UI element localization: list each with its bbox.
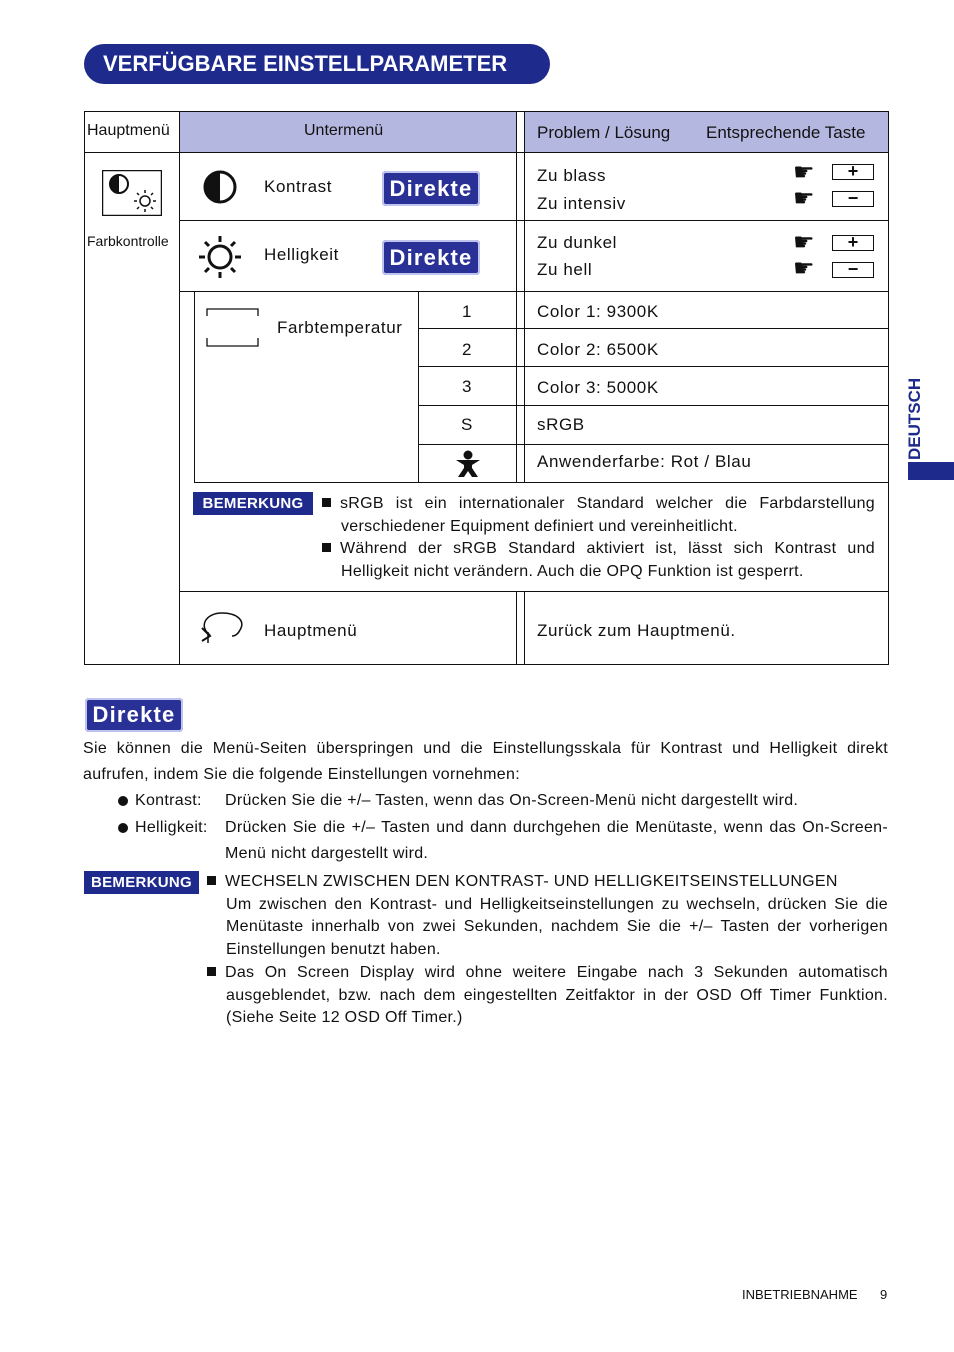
page-number: 9 [880,1287,888,1302]
color-temperature-icon [206,308,260,348]
color-option-value: Color 3: 5000K [537,378,659,397]
pointing-hand-icon: ☛ [793,229,815,256]
pointing-hand-icon: ☛ [793,159,815,186]
header-main-menu: Hauptmenü [87,122,170,139]
color-option-value: sRGB [537,415,585,434]
contrast-label: Kontrast [264,177,333,196]
plus-key: + [832,164,874,180]
color-option-value: Anwenderfarbe: Rot / Blau [537,452,752,471]
brightness-problem-2: Zu hell [537,260,593,279]
bullet-square-icon [322,498,331,507]
bullet-text-brightness: Drücken Sie die +/– Tasten und dann durchgehen die Menütaste, wenn das On-Screen-Menü nicht dargestellt wird. [225,819,888,862]
direct-section-badge: Direkte [85,698,183,732]
direct-intro: Sie können die Menü-Seiten überspringen und die Einstellungsskala für Kontrast und Helligkeit direkt aufrufen, indem Sie die folgende Einstellungen vornehmen: [83,740,888,783]
language-tab-label: DEUTSCH [905,377,924,460]
direct-badge-contrast: Direkte [382,171,480,206]
color-temperature-label: Farbtemperatur [277,318,403,337]
color-control-icon [102,170,162,216]
pointing-hand-icon: ☛ [793,185,815,212]
note-switching: WECHSELN ZWISCHEN DEN KONTRAST- UND HELLIGKEITSEINSTELLUNGEN Um zwischen den Kontrast- und Helligkeitseinstellungen zu wechseln, drücken Sie die Menütaste innerhalb von zwei Sekunden, nachdem Sie die +/– Tasten der vorherigen Einstellungen benutzt haben. [207,871,888,961]
bullet-text-contrast: Drücken Sie die +/– Tasten, wenn das On-Screen-Menü nicht dargestellt wird. [225,792,799,809]
direct-badge-brightness: Direkte [382,240,480,275]
header-submenu: Untermenü [304,122,384,139]
bullet-label-brightness: Helligkeit: [135,819,208,836]
bullet-label-contrast: Kontrast: [135,792,202,809]
return-arrow-icon [196,610,246,644]
color-option-value: Color 1: 9300K [537,302,659,321]
pointing-hand-icon: ☛ [793,255,815,282]
note-item-srgb: sRGB ist ein internationaler Standard welcher die Farbdarstellung verschiedener Equipment definiert und vereinheitlicht. [322,493,875,538]
note-badge-table: BEMERKUNG [193,492,313,515]
page-title: VERFÜGBARE EINSTELLPARAMETER [84,44,550,84]
brightness-icon [198,235,242,279]
color-option-key: S [461,415,473,434]
color-option-value: Color 2: 6500K [537,340,659,359]
contrast-problem-2: Zu intensiv [537,194,626,213]
language-tab-marker [908,462,954,480]
color-option-key: 3 [462,377,473,396]
minus-key: − [832,191,874,207]
brightness-problem-1: Zu dunkel [537,233,618,252]
back-description: Zurück zum Hauptmenü. [537,621,736,640]
bullet-square-icon [322,543,331,552]
note-item-lock: Während der sRGB Standard aktiviert ist, lässt sich Kontrast und Helligkeit nicht verändern. Auch die OPQ Funktion ist gesperrt. [322,538,875,583]
color-option-key: 1 [462,302,473,321]
bullet-dot-icon [118,796,128,806]
back-label: Hauptmenü [264,621,358,640]
footer-section: INBETRIEBNAHME [742,1287,858,1302]
brightness-label: Helligkeit [264,245,339,264]
bullet-square-icon [207,876,216,885]
bullet-square-icon [207,967,216,976]
note-auto-hide: Das On Screen Display wird ohne weitere Eingabe nach 3 Sekunden automatisch ausgeblendet, bzw. nach dem eingestellten Zeitfaktor in der OSD Off Timer Funktion. (Siehe Seite 12 OSD Off Timer.) [207,962,888,1030]
contrast-icon [201,168,239,206]
minus-key: − [832,262,874,278]
header-problem: Problem / Lösung [537,123,671,142]
user-color-icon [453,450,483,478]
plus-key: + [832,235,874,251]
contrast-problem-1: Zu blass [537,166,607,185]
bullet-dot-icon [118,823,128,833]
note-badge-direct: BEMERKUNG [84,871,199,894]
header-key: Entsprechende Taste [706,123,866,142]
main-menu-item-label: Farbkontrolle [87,233,169,249]
color-option-key: 2 [462,340,473,359]
